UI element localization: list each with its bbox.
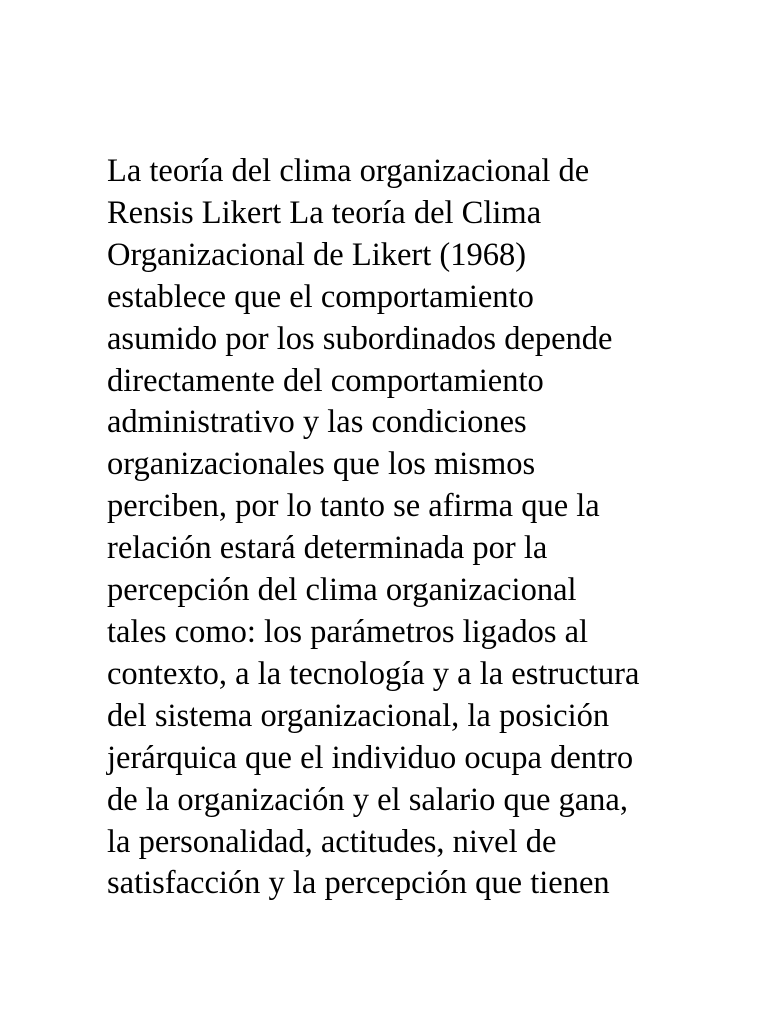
text-line: asumido por los subordinados depende xyxy=(107,320,613,357)
text-line: relación estará determinada por la xyxy=(107,530,548,567)
text-line: contexto, a la tecnología y a la estructura xyxy=(107,655,640,692)
text-line: administrativo y las condiciones xyxy=(107,404,527,441)
text-line: percepción del clima organizacional xyxy=(107,572,577,609)
text-line: La teoría del clima organizacional de xyxy=(107,153,590,189)
body-text xyxy=(107,151,727,905)
text-line: perciben, por lo tanto se afirma que la xyxy=(107,488,600,525)
text-line: la personalidad, actitudes, nivel de xyxy=(107,823,557,860)
text-line: jerárquica que el individuo ocupa dentro xyxy=(107,739,634,776)
text-line: organizacionales que los mismos xyxy=(107,446,536,483)
text-line: establece que el comportamiento xyxy=(107,278,534,315)
text-line: tales como: los parámetros ligados al xyxy=(107,613,589,650)
text-line: de la organización y el salario que gana, xyxy=(107,781,628,818)
text-line: Rensis Likert La teoría del Clima xyxy=(107,194,542,231)
text-line: del sistema organizacional, la posición xyxy=(107,697,610,734)
text-line: satisfacción y la percepción que tienen xyxy=(107,865,610,902)
text-line: directamente del comportamiento xyxy=(107,362,544,399)
text-line: Organizacional de Likert (1968) xyxy=(107,236,527,273)
